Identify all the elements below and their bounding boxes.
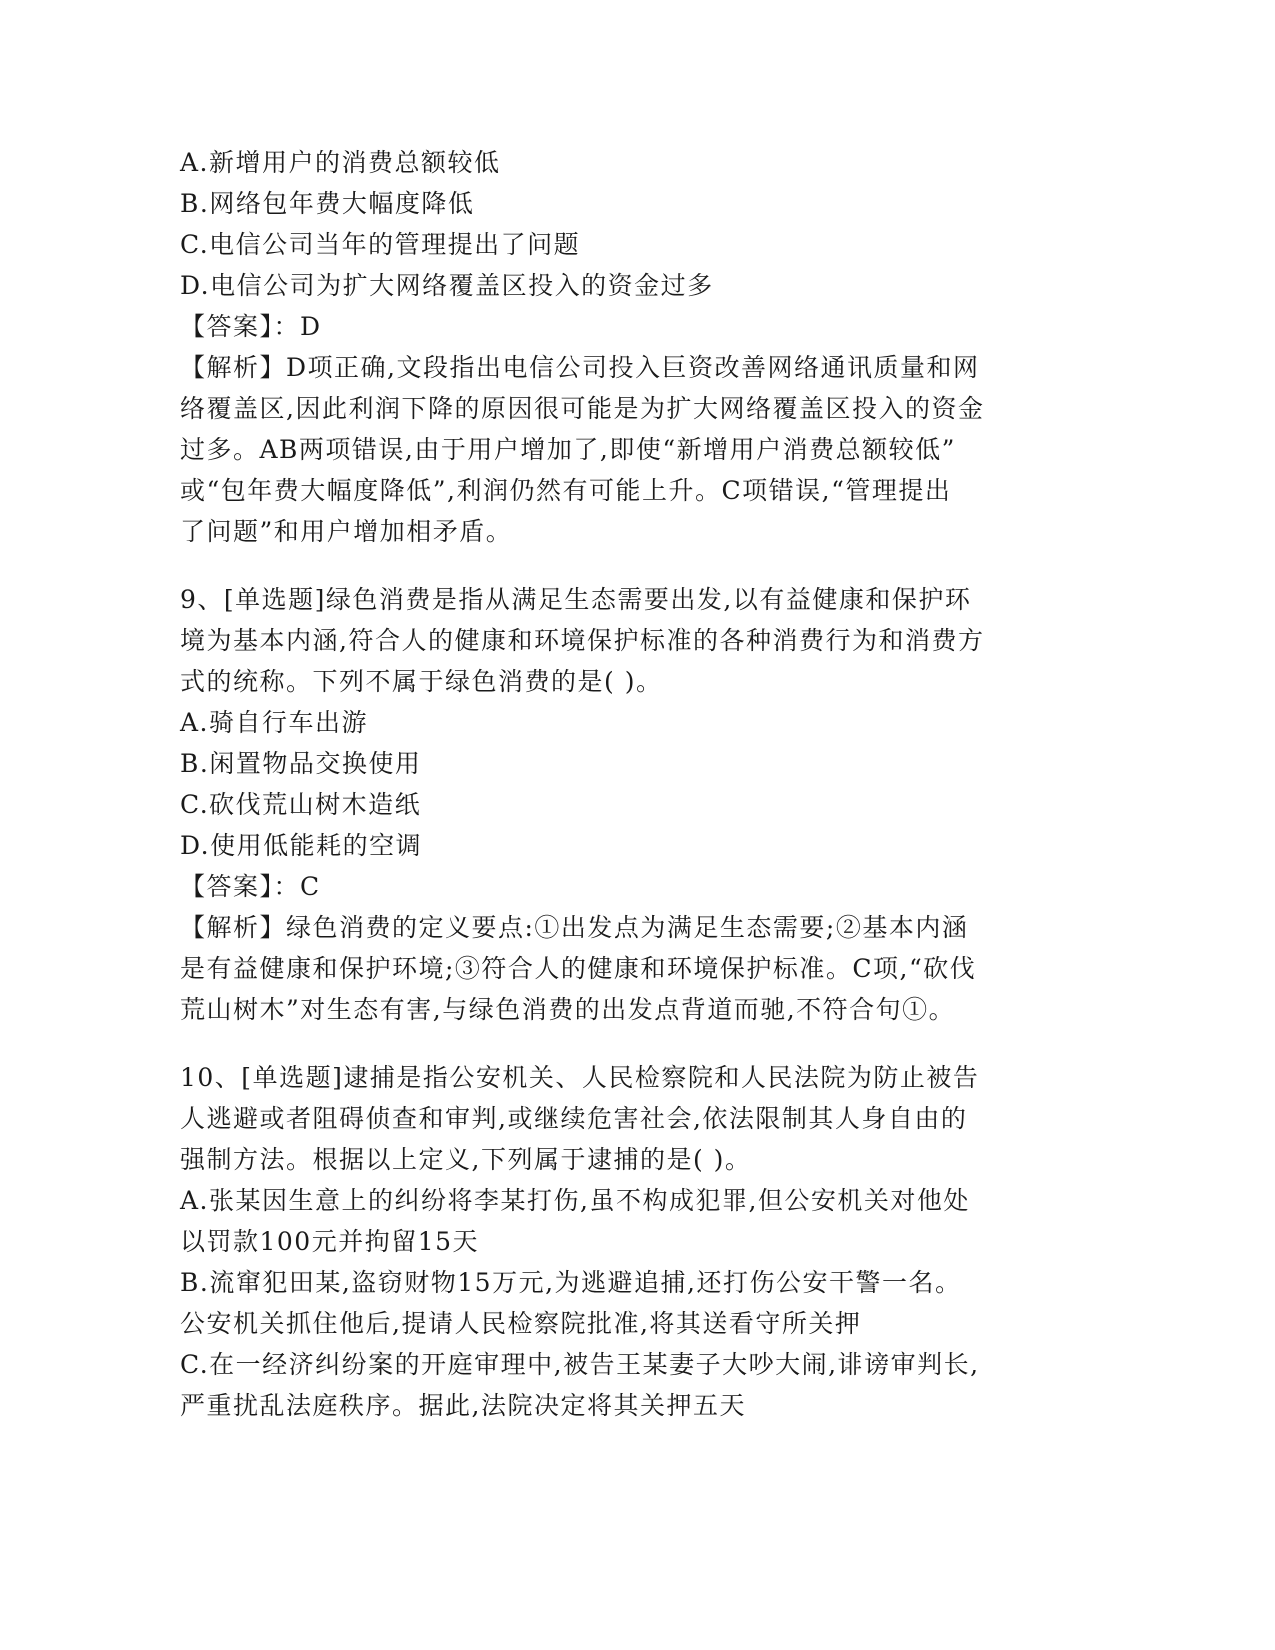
question-stem-line: 10、[单选题]逮捕是指公安机关、人民检察院和人民法院为防止被告 (180, 1063, 980, 1092)
analysis-line: 过多。AB两项错误,由于用户增加了,即使“新增用户消费总额较低” (180, 435, 956, 464)
question-stem-line: 9、[单选题]绿色消费是指从满足生态需要出发,以有益健康和保护环 (180, 585, 972, 614)
option-line: A.张某因生意上的纠纷将李某打伤,虽不构成犯罪,但公安机关对他处 (180, 1186, 970, 1215)
document-page (180, 142, 1080, 1426)
question-10-block (180, 1057, 1080, 1426)
section-spacer (180, 552, 1080, 579)
analysis-line: 荒山树木”对生态有害,与绿色消费的出发点背道而驰,不符合句①。 (180, 995, 956, 1024)
question-stem-line: 人逃避或者阻碍侦查和审判,或继续危害社会,依法限制其人身自由的 (180, 1104, 968, 1133)
analysis-line: 【解析】绿色消费的定义要点:①出发点为满足生态需要;②基本内涵 (180, 913, 969, 942)
option-line: A.骑自行车出游 (180, 708, 369, 737)
analysis-line: 了问题”和用户增加相矛盾。 (180, 517, 513, 546)
section-spacer (180, 1030, 1080, 1057)
analysis-line: 或“包年费大幅度降低”,利润仍然有可能上升。C项错误,“管理提出 (180, 476, 952, 505)
option-line: D.电信公司为扩大网络覆盖区投入的资金过多 (180, 271, 714, 300)
question-9-block (180, 579, 1080, 1030)
analysis-line: 络覆盖区,因此利润下降的原因很可能是为扩大网络覆盖区投入的资金 (180, 394, 985, 423)
analysis-line: 【解析】D项正确,文段指出电信公司投入巨资改善网络通讯质量和网 (180, 353, 980, 382)
option-line: 严重扰乱法庭秩序。据此,法院决定将其关押五天 (180, 1391, 746, 1420)
analysis-line: 是有益健康和保护环境;③符合人的健康和环境保护标准。C项,“砍伐 (180, 954, 977, 983)
option-line: A.新增用户的消费总额较低 (180, 148, 501, 177)
question-8-block (180, 142, 1080, 552)
option-line: B.闲置物品交换使用 (180, 749, 422, 778)
option-line: C.电信公司当年的管理提出了问题 (180, 230, 581, 259)
option-line: 以罚款100元并拘留15天 (180, 1227, 480, 1256)
answer-line: 【答案】：C (180, 872, 321, 901)
answer-line: 【答案】：D (180, 312, 322, 341)
question-stem-line: 式的统称。下列不属于绿色消费的是( )。 (180, 667, 663, 696)
option-line: B.网络包年费大幅度降低 (180, 189, 475, 218)
option-line: C.在一经济纠纷案的开庭审理中,被告王某妻子大吵大闹,诽谤审判长, (180, 1350, 980, 1379)
option-line: 公安机关抓住他后,提请人民检察院批准,将其送看守所关押 (180, 1309, 862, 1338)
option-line: D.使用低能耗的空调 (180, 831, 423, 860)
option-line: C.砍伐荒山树木造纸 (180, 790, 422, 819)
question-stem-line: 境为基本内涵,符合人的健康和环境保护标准的各种消费行为和消费方 (180, 626, 985, 655)
option-line: B.流窜犯田某,盗窃财物15万元,为逃避追捕,还打伤公安干警一名。 (180, 1268, 962, 1297)
question-stem-line: 强制方法。根据以上定义,下列属于逮捕的是( )。 (180, 1145, 752, 1174)
